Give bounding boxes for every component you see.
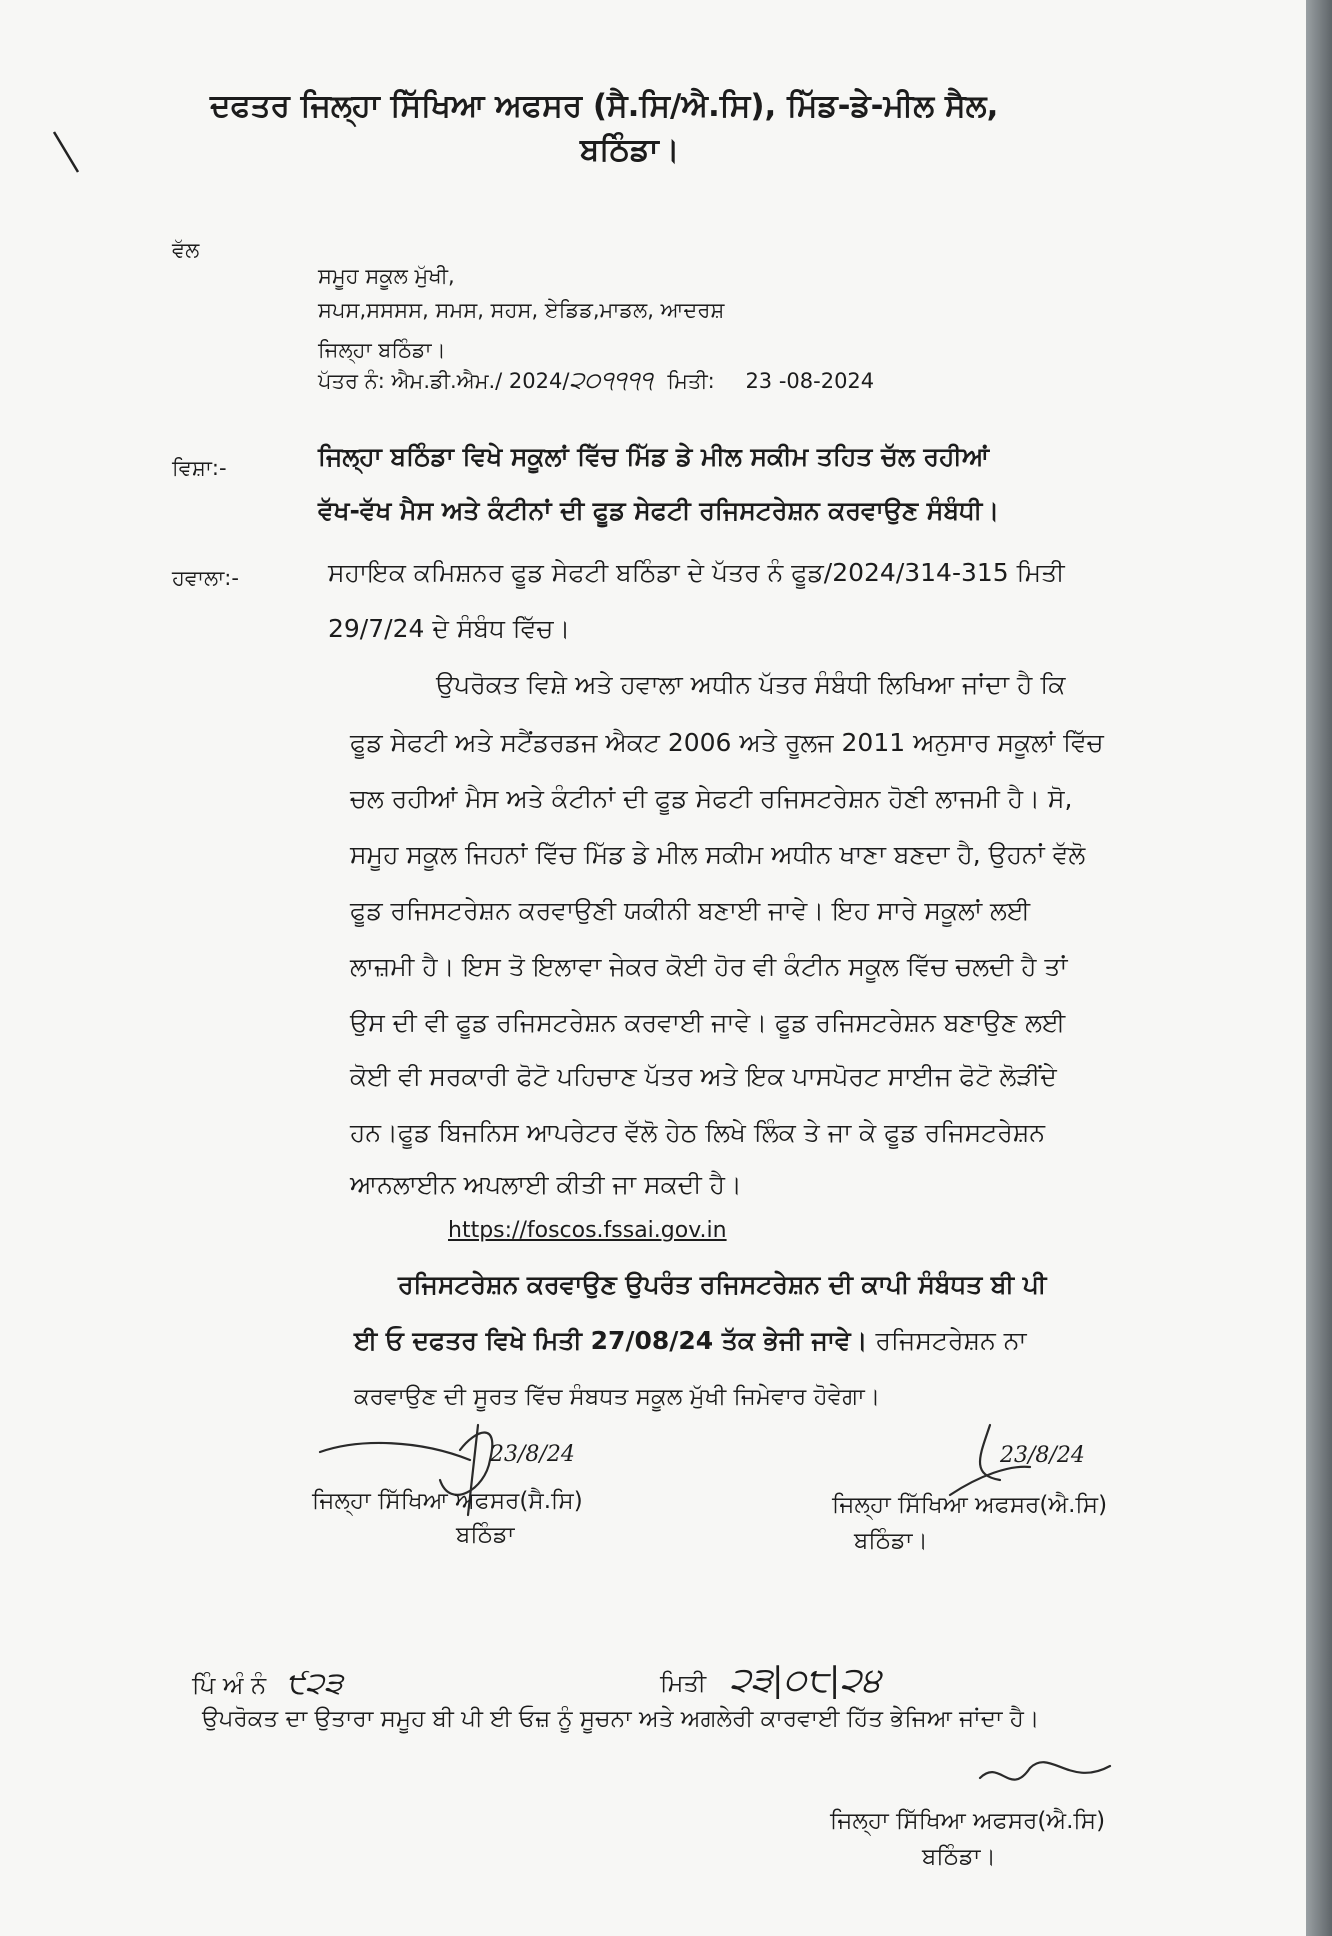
date-label: ਮਿਤੀ: (667, 369, 715, 393)
endorsement-signature-mark (970, 1748, 1130, 1812)
closing-line: ਕਰਵਾਉਣ ਦੀ ਸੂਰਤ ਵਿੱਚ ਸੰਬਧਤ ਸਕੂਲ ਮੁੱਖੀ ਜਿਮੇਵਾਰ ਹੋਵੇਗਾ। (354, 1384, 881, 1410)
body-line: ਫੂਡ ਰਜਿਸਟਰੇਸ਼ਨ ਕਰਵਾਉਣੀ ਯਕੀਨੀ ਬਣਾਈ ਜਾਵੇ। ਇਹ ਸਾਰੇ ਸਕੂਲਾਂ ਲਈ (350, 896, 1031, 925)
endorsement-signatory-title: ਜਿਲ੍ਹਾ ਸਿੱਖਿਆ ਅਫਸਰ(ਐ.ਸਿ) (830, 1808, 1106, 1834)
endorsement-date (660, 1660, 881, 1700)
letter-number (318, 366, 874, 394)
body-line: ਫੂਡ ਸੇਫਟੀ ਅਤੇ ਸਟੈਂਡਰਡਜ ਐਕਟ 2006 ਅਤੇ ਰੂਲਜ 2011 ਅਨੁਸਾਰ ਸਕੂਲਾਂ ਵਿੱਚ (350, 728, 1104, 757)
endorsement-text: ਉਪਰੋਕਤ ਦਾ ਉਤਾਰਾ ਸਮੂਹ ਬੀ ਪੀ ਈ ਓਜ਼ ਨੂੰ ਸੂਚਨਾ ਅਤੇ ਅਗਲੇਰੀ ਕਾਰਵਾਈ ਹਿੱਤ ਭੇਜਿਆ ਜਾਂਦਾ ਹੈ। (202, 1706, 1040, 1732)
endorsement-label: ਪਿੰ ਅੰ ਨੰ (192, 1671, 267, 1699)
body-line: ਸਮੂਹ ਸਕੂਲ ਜਿਹਨਾਂ ਵਿੱਚ ਮਿੱਡ ਡੇ ਮੀਲ ਸਕੀਮ ਅਧੀਨ ਖਾਣਾ ਬਣਦਾ ਹੈ, ਉਹਨਾਂ ਵੱਲੋ (350, 840, 1086, 869)
endorsement-date-label: ਮਿਤੀ (660, 1669, 707, 1697)
registration-link[interactable]: https://foscos.fssai.gov.in (448, 1218, 727, 1243)
to-label: ਵੱਲ (172, 238, 200, 262)
body-line: ਲਾਜ਼ਮੀ ਹੈ। ਇਸ ਤੋ ਇਲਾਵਾ ਜੇਕਰ ਕੋਈ ਹੋਰ ਵੀ ਕੰਟੀਨ ਸਕੂਲ ਵਿੱਚ ਚਲਦੀ ਹੈ ਤਾਂ (350, 952, 1068, 981)
body-line: ਆਨਲਾਈਨ ਅਪਲਾਈ ਕੀਤੀ ਜਾ ਸਕਦੀ ਹੈ। (350, 1170, 742, 1199)
margin-mark (48, 128, 88, 178)
reference-label: ਹਵਾਲਾ:- (172, 566, 239, 590)
endorsement-date-handwritten: ੨੩|੦੮|੨੪ (729, 1660, 882, 1700)
left-signature-date: 23/8/24 (490, 1442, 575, 1467)
right-signature-date: 23/8/24 (1000, 1443, 1085, 1468)
letter-date: 23 -08-2024 (745, 369, 875, 393)
reference-line: ਸਹਾਇਕ ਕਮਿਸ਼ਨਰ ਫੂਡ ਸੇਫਟੀ ਬਠਿੰਡਾ ਦੇ ਪੱਤਰ ਨੰ ਫੂਡ/2024/314-315 ਮਿਤੀ (328, 558, 1065, 587)
closing-rest: ਰਜਿਸਟਰੇਸ਼ਨ ਨਾ (867, 1326, 1027, 1355)
body-line: ਚਲ ਰਹੀਆਂ ਮੈਸ ਅਤੇ ਕੰਟੀਨਾਂ ਦੀ ਫੂਡ ਸੇਫਟੀ ਰਜਿਸਟਰੇਸ਼ਨ ਹੋਣੀ ਲਾਜਮੀ ਹੈ। ਸੋ, (350, 784, 1073, 813)
body-line: ਕੋਈ ਵੀ ਸਰਕਾਰੀ ਫੋਟੋ ਪਹਿਚਾਣ ਪੱਤਰ ਅਤੇ ਇਕ ਪਾਸਪੋਰਟ ਸਾਈਜ ਫੋਟੋ ਲੋੜੀਂਦੇ (350, 1062, 1057, 1091)
closing-line: ਰਜਿਸਟਰੇਸ਼ਨ ਕਰਵਾਉਣ ਉਪਰੰਤ ਰਜਿਸਟਰੇਸ਼ਨ ਦੀ ਕਾਪੀ ਸੰਬੰਧਤ ਬੀ ਪੀ (398, 1270, 1047, 1299)
letter-number-handwritten: ੨੦੧੧੧੧ (569, 366, 653, 394)
letter-number-prefix: ਪੱਤਰ ਨੰ: ਐਮ.ਡੀ.ਐਮ./ 2024/ (318, 369, 570, 393)
endorsement-number-handwritten: ੯੨੩ (285, 1666, 343, 1701)
subject-line: ਵੱਖ-ਵੱਖ ਮੈਸ ਅਤੇ ਕੰਟੀਨਾਂ ਦੀ ਫੂਡ ਸੇਫਟੀ ਰਜਿਸਟਰੇਸ਼ਨ ਕਰਵਾਉਣ ਸੰਬੰਧੀ। (318, 496, 1000, 525)
office-heading: ਦਫਤਰ ਜਿਲ੍ਹਾ ਸਿੱਖਿਆ ਅਫਸਰ (ਸੈ.ਸਿ/ਐ.ਸਿ), ਮਿੱਡ-ਡੇ-ਮੀਲ ਸੈਲ, (210, 88, 999, 124)
subject-line: ਜਿਲ੍ਹਾ ਬਠਿੰਡਾ ਵਿਖੇ ਸਕੂਲਾਂ ਵਿੱਚ ਮਿੱਡ ਡੇ ਮੀਲ ਸਕੀਮ ਤਹਿਤ ਚੱਲ ਰਹੀਆਂ (318, 442, 990, 471)
background-edge (1306, 0, 1332, 1936)
left-signatory-title: ਜਿਲ੍ਹਾ ਸਿੱਖਿਆ ਅਫਸਰ(ਸੈ.ਸਿ) (312, 1488, 583, 1514)
subject-label: ਵਿਸ਼ਾ:- (172, 456, 227, 480)
body-line: ਹਨ।ਫੂਡ ਬਿਜਨਿਸ ਆਪਰੇਟਰ ਵੱਲੋ ਹੇਠ ਲਿਖੇ ਲਿੰਕ ਤੇ ਜਾ ਕੇ ਫੂਡ ਰਜਿਸਟਰੇਸ਼ਨ (350, 1118, 1046, 1147)
reference-line: 29/7/24 ਦੇ ਸੰਬੰਧ ਵਿੱਚ। (328, 614, 571, 643)
office-heading-city: ਬਠਿੰਡਾ। (580, 132, 680, 168)
addressee-line: ਸਪਸ,ਸਸਸਸ, ਸਮਸ, ਸਹਸ, ਏਡਿਡ,ਮਾਡਲ, ਆਦਰਸ਼ (318, 298, 725, 322)
body-line: ਉਪਰੋਕਤ ਵਿਸ਼ੇ ਅਤੇ ਹਵਾਲਾ ਅਧੀਨ ਪੱਤਰ ਸੰਬੰਧੀ ਲਿਖਿਆ ਜਾਂਦਾ ਹੈ ਕਿ (436, 670, 1066, 699)
addressee-line: ਜਿਲ੍ਹਾ ਬਠਿੰਡਾ। (318, 338, 446, 362)
endorsement-number (192, 1666, 343, 1701)
left-signatory-place: ਬਠਿੰਡਾ (456, 1522, 515, 1548)
right-signatory-title: ਜਿਲ੍ਹਾ ਸਿੱਖਿਆ ਅਫਸਰ(ਐ.ਸਿ) (832, 1492, 1108, 1518)
addressee-line: ਸਮੂਹ ਸਕੂਲ ਮੁੱਖੀ, (318, 264, 455, 288)
closing-line (354, 1326, 1027, 1356)
body-line: ਉਸ ਦੀ ਵੀ ਫੂਡ ਰਜਿਸਟਰੇਸ਼ਨ ਕਰਵਾਈ ਜਾਵੇ। ਫੂਡ ਰਜਿਸਟਰੇਸ਼ਨ ਬਣਾਉਣ ਲਈ (350, 1008, 1066, 1037)
endorsement-signatory-place: ਬਠਿੰਡਾ। (922, 1844, 996, 1870)
left-signature-mark (300, 1420, 630, 1534)
right-signatory-place: ਬਠਿੰਡਾ। (854, 1528, 928, 1554)
deadline-text: ਈ ਓ ਦਫਤਰ ਵਿਖੇ ਮਿਤੀ 27/08/24 ਤੱਕ ਭੇਜੀ ਜਾਵੇ। (354, 1326, 868, 1355)
